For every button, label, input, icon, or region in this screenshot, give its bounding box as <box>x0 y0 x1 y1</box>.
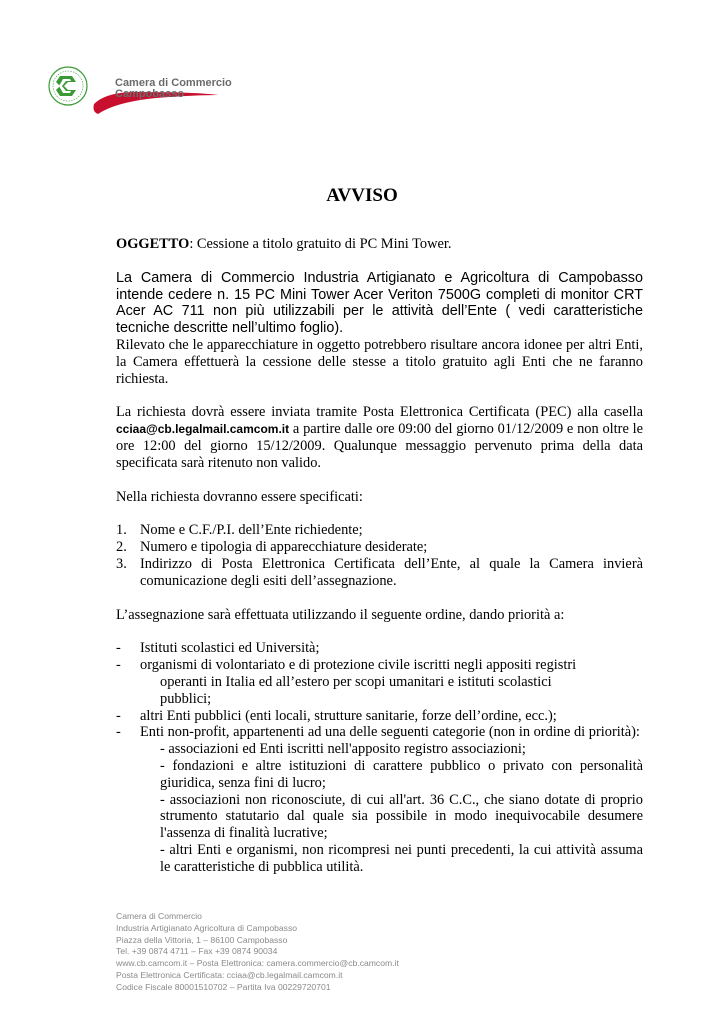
footer-line: Piazza della Vittoria, 1 – 86100 Campobasso <box>116 934 288 945</box>
logo-line-2: Campobasso <box>115 88 185 100</box>
logo-line-1: Camera di Commercio <box>115 77 232 89</box>
page-footer <box>116 911 399 994</box>
richiesta-text-before: La richiesta dovrà essere inviata tramite Posta Elettronica Certificata (PEC) alla casella <box>116 404 643 421</box>
requirements-list <box>116 522 643 589</box>
list-item-text: Nome e C.F./P.I. dell’Ente richiedente; <box>140 522 363 539</box>
paragraph-cessione: La Camera di Commercio Industria Artigianato e Agricoltura di Campobasso intende cedere n. 15 PC Mini Tower Acer Veriton 7500G completi di monitor CRT Acer AC 711 non più utilizzabili per le attività dell’Ente ( vedi caratteristiche tecniche descritte nell’ultimo foglio). <box>116 269 643 337</box>
dash-marker: - <box>116 724 121 741</box>
subcategory-item: - altri Enti e organismi, non ricompresi nei punti precedenti, la cui attività assuma le caratteristiche di pubblica utilità. <box>160 841 643 875</box>
page-title: AVVISO <box>326 185 398 206</box>
list-item-number: 3. <box>116 555 127 572</box>
priority-item-text: organismi di volontariato e di protezione civile iscritti negli appositi registri <box>140 657 577 674</box>
priority-item-text: altri Enti pubblici (enti locali, strutture sanitarie, forze dell’ordine, ecc.); <box>140 707 557 724</box>
oggetto-label: OGGETTO <box>116 236 190 252</box>
priority-item-text: Istituti scolastici ed Università; <box>140 640 320 657</box>
pec-email: cciaa@cb.legalmail.camcom.it <box>116 422 290 437</box>
subcategory-item: - associazioni non riconosciute, di cui all'art. 36 C.C., che siano dotate di proprio strumento statutario dal quale sia possibile in modo inequivocabile desumere l'assenza di finalità lucrative; <box>160 791 643 842</box>
list-item <box>116 522 643 539</box>
priority-item-volontariato <box>116 657 643 707</box>
logo-wordmark <box>115 78 232 100</box>
footer-line: Tel. +39 0874 4711 – Fax +39 0874 90034 <box>116 946 278 957</box>
footer-line: Posta Elettronica Certificata: cciaa@cb.legalmail.camcom.it <box>116 969 343 980</box>
oggetto-line <box>116 236 643 253</box>
paragraph-rilevato: Rilevato che le apparecchiature in oggetto potrebbero risultare ancora idonee per altri Enti, la Camera effettuerà la cessione delle stesse a titolo gratuito agli Enti che ne faranno richiesta. <box>116 336 643 387</box>
list-item-text: Indirizzo di Posta Elettronica Certificata dell’Ente, al quale la Camera invierà comunicazione degli esiti dell’assegnazione. <box>140 555 643 589</box>
list-item-text: Numero e tipologia di apparecchiature desiderate; <box>140 539 428 556</box>
paragraph-richiesta <box>116 404 643 471</box>
priority-item-istituti <box>116 640 643 657</box>
footer-line: www.cb.camcom.it – Posta Elettronica: camera.commercio@cb.camcom.it <box>116 958 399 969</box>
priority-item-text-cont: operanti in Italia ed all’estero per scopi umanitari e istituti scolastici <box>160 673 552 690</box>
document-body <box>116 236 643 876</box>
richiesta-text-after: a partire dalle ore 09:00 del giorno 01/12/2009 e non oltre le ore 12:00 del giorno 15/12/2009. Qualunque messaggio pervenuto prima della data specificata sarà ritenuto non valido. <box>116 421 643 471</box>
paragraph-specificati: Nella richiesta dovranno essere specificati: <box>116 488 363 505</box>
paragraph-assegnazione: L’assegnazione sarà effettuata utilizzando il seguente ordine, dando priorità a: <box>116 606 565 623</box>
footer-line: Camera di Commercio <box>116 911 202 921</box>
subcategory-item: - fondazioni e altre istituzioni di carattere pubblico o privato con personalità giuridica, senza fini di lucro; <box>160 757 643 791</box>
oggetto-text: : Cessione a titolo gratuito di PC Mini Tower. <box>189 236 452 252</box>
priority-list <box>116 640 643 875</box>
subcategory-item: - associazioni ed Enti iscritti nell'apposito registro associazioni; <box>160 741 526 758</box>
priority-item-text-cont: pubblici; <box>160 690 212 707</box>
footer-line: Industria Artigianato Agricoltura di Campobasso <box>116 922 298 933</box>
dash-marker: - <box>116 640 121 657</box>
priority-item-text: Enti non-profit, appartenenti ad una delle seguenti categorie (non in ordine di priorità): <box>140 724 640 741</box>
priority-item-enti-pubblici <box>116 708 643 725</box>
list-item <box>116 539 643 556</box>
dash-marker: - <box>116 657 121 674</box>
list-item-number: 2. <box>116 539 127 556</box>
dash-marker: - <box>116 707 121 724</box>
priority-item-non-profit <box>116 724 643 875</box>
footer-line: Codice Fiscale 80001510702 – Partita Iva 00229720701 <box>116 981 331 992</box>
list-item-number: 1. <box>116 522 127 539</box>
list-item <box>116 556 643 590</box>
